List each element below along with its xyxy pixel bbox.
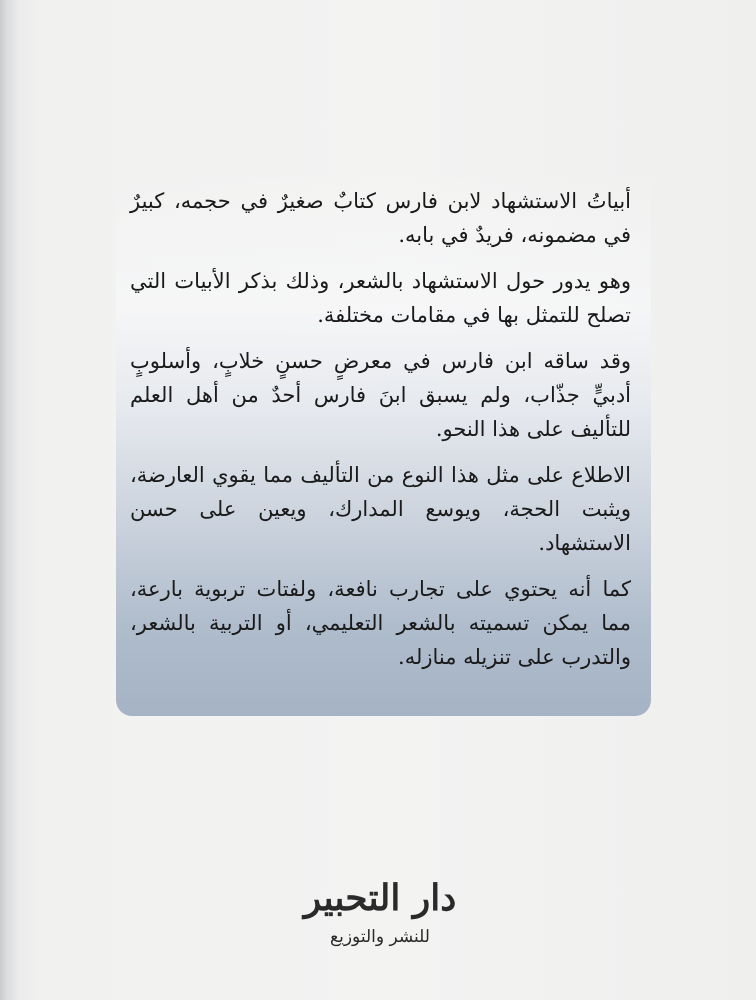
description-paragraph-5: كما أنه يحتوي على تجارب نافعة، ولفتات تربوية بارعة، مما يمكن تسميته بالشعر التعليمي، أو التربية بالشعر، والتدرب على تنزيله منازله. <box>130 577 631 669</box>
publisher-logo <box>290 872 470 982</box>
publisher-subtitle: للنشر والتوزيع <box>330 927 430 947</box>
description-paragraph-2: وهو يدور حول الاستشهاد بالشعر، وذلك بذكر الأبيات التي تصلح للتمثل بها في مقامات مختلفة. <box>130 269 631 327</box>
publisher-name: دار التحبير <box>303 877 457 919</box>
spine-edge <box>0 0 18 1000</box>
description-panel <box>116 168 651 716</box>
description-paragraph-4: الاطلاع على مثل هذا النوع من التأليف مما يقوي العارضة، ويثبت الحجة، ويوسع المدارك، ويعين على حسن الاستشهاد. <box>130 463 631 555</box>
description-paragraph-3: وقد ساقه ابن فارس في معرضٍ حسنٍ خلابٍ، وأسلوبٍ أدبيٍّ جذّاب، ولم يسبق ابنَ فارس أحدٌ من أهل العلم للتأليف على هذا النحو. <box>130 349 631 441</box>
description-paragraph-1: أبياتُ الاستشهاد لابن فارس كتابٌ صغيرٌ في حجمه، كبيرٌ في مضمونه، فريدٌ في بابه. <box>130 189 631 247</box>
